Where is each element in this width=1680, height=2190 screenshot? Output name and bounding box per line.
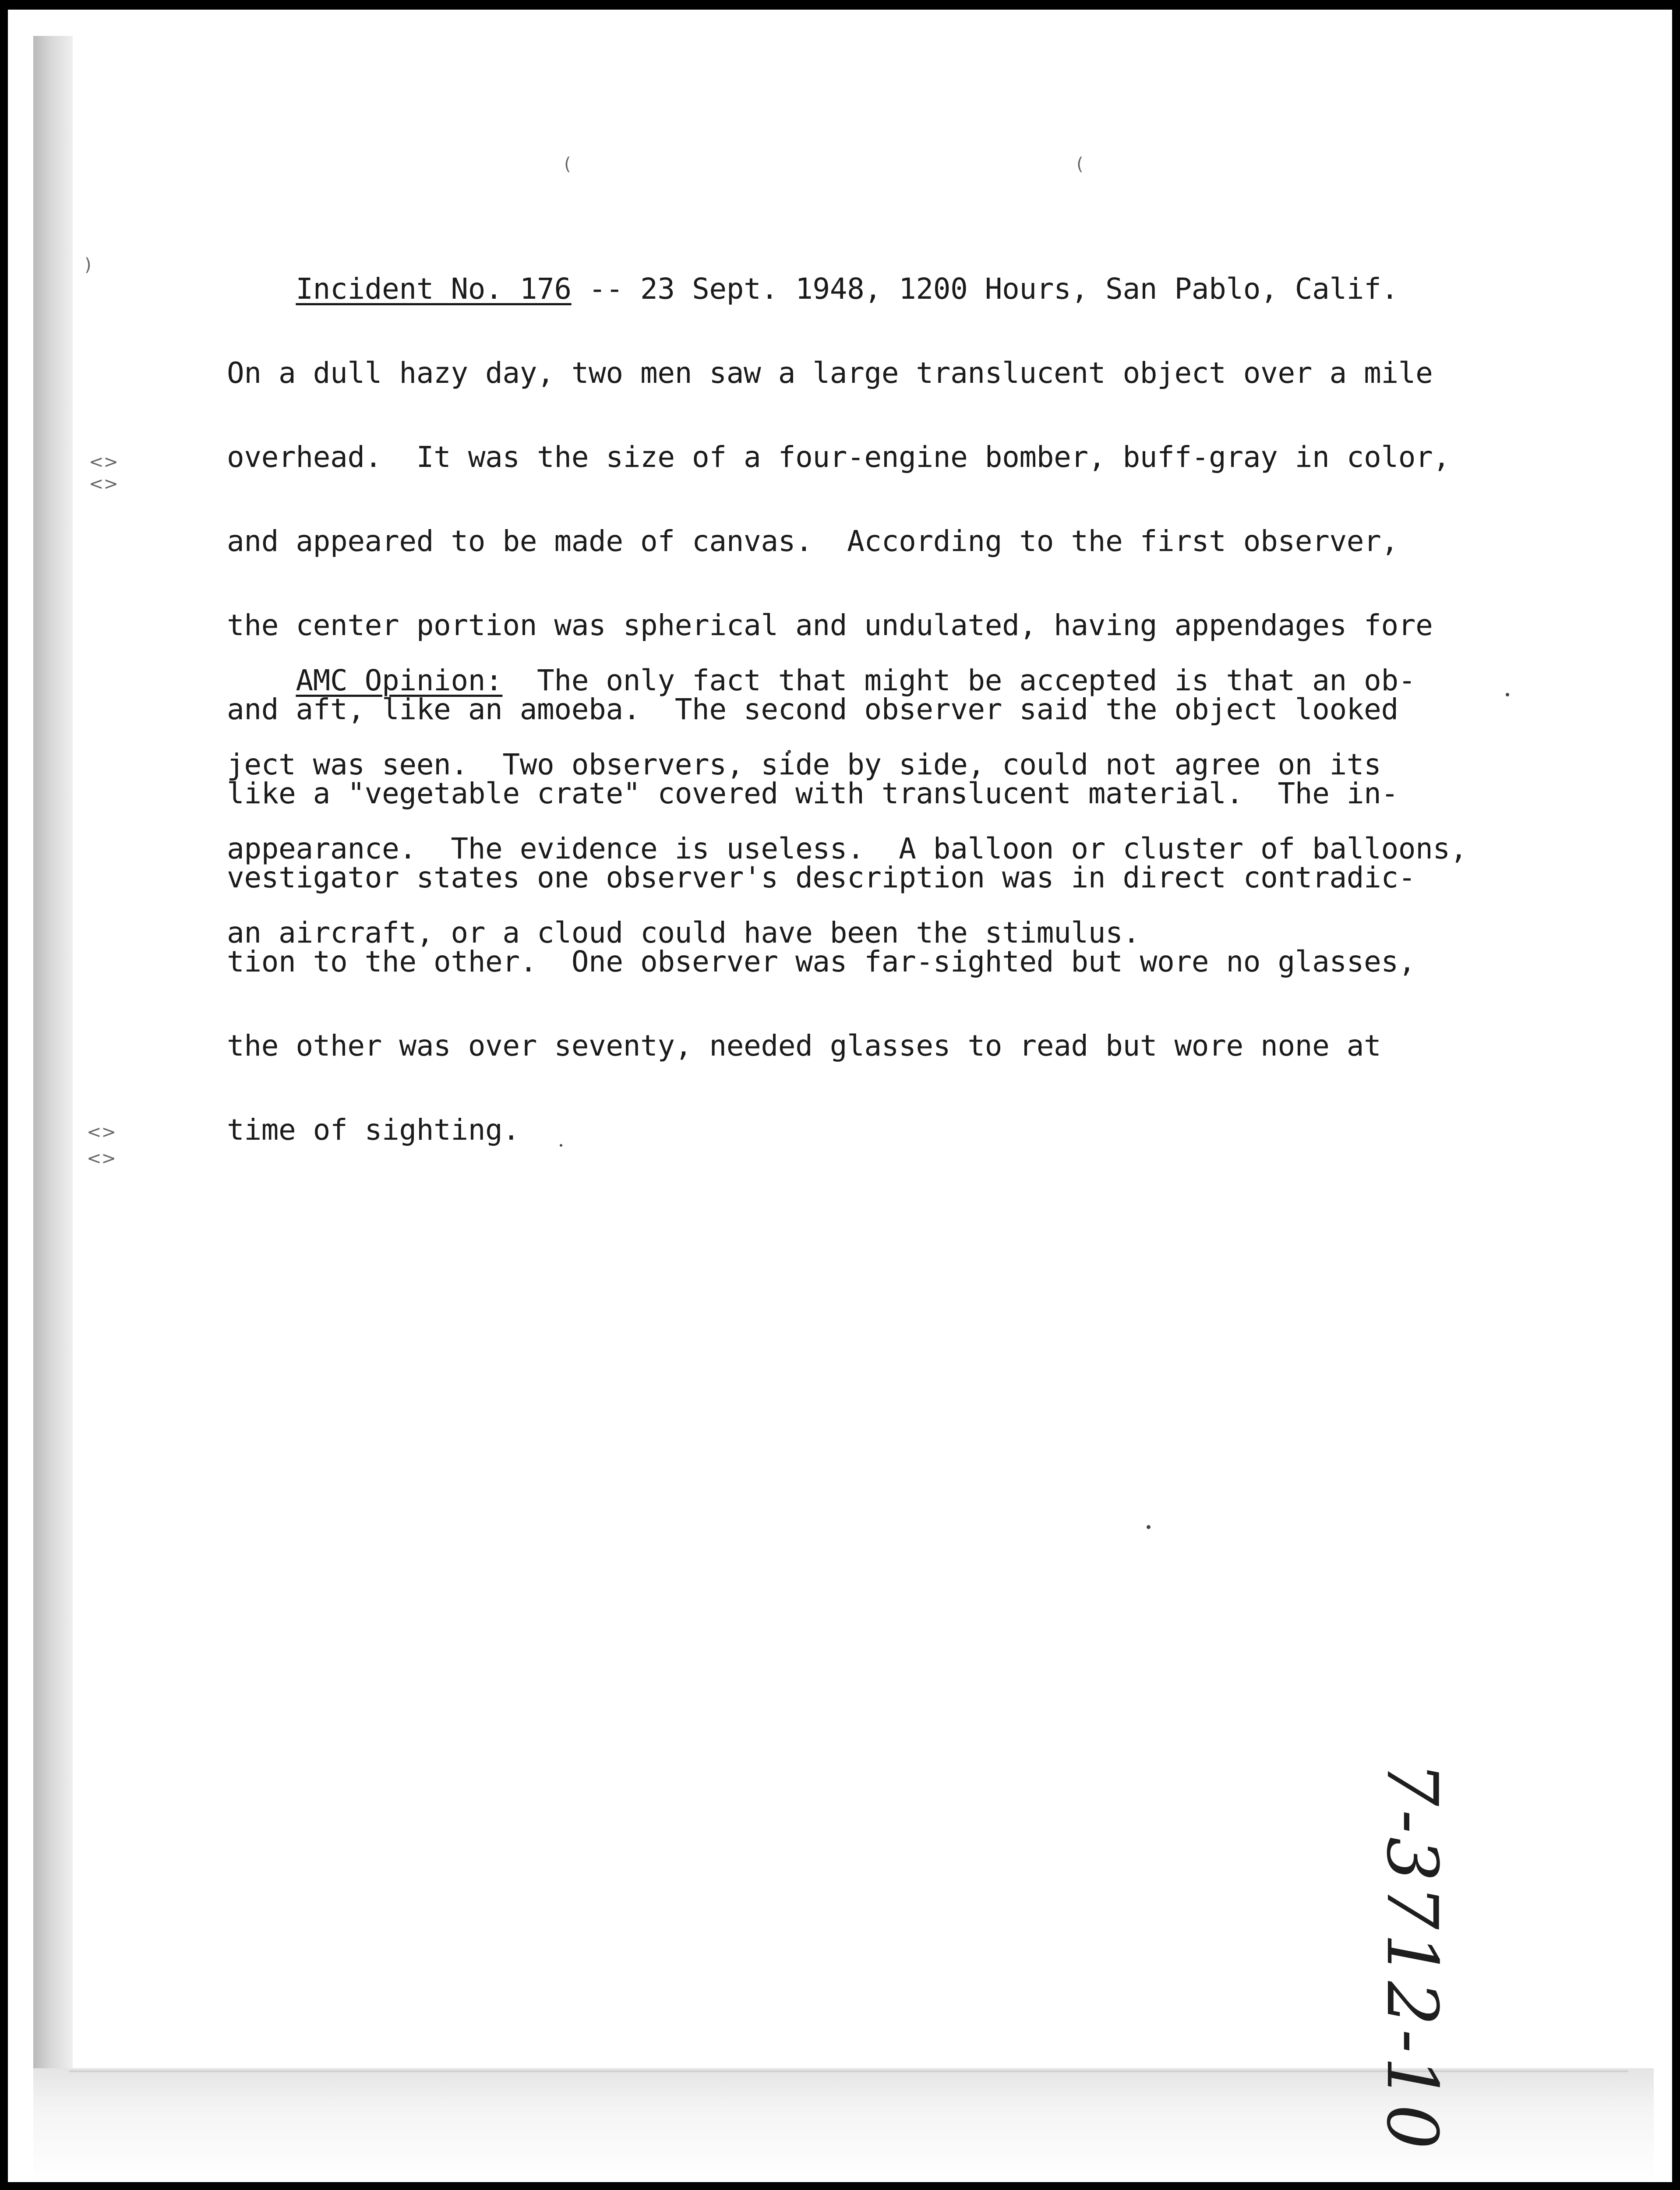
text-line: tion to the other. One observer was far-sighted but wore no glasses, [227,945,1416,978]
text-line: vestigator states one observer's description was in direct contradic- [227,861,1416,894]
text-line: On a dull hazy day, two men saw a large translucent object over a mile [227,356,1433,390]
scan-speck [1147,1525,1151,1529]
scan-artifact: ) [85,255,92,275]
incident-heading: Incident No. 176 [296,272,572,306]
text-line: time of sighting. [227,1113,520,1147]
paper-sheet [8,10,1672,2182]
handwritten-reference: 7-3712-10 [1371,1762,1453,2153]
text-line: the center portion was spherical and undulated, having appendages fore [227,608,1433,642]
text-line: an aircraft, or a cloud could have been the stimulus. [227,916,1140,950]
incident-heading-rest: -- 23 Sept. 1948, 1200 Hours, San Pablo, Calif. [571,272,1398,306]
scan-artifact: <> [87,1148,116,1169]
text-line [227,664,1416,697]
scan-artifact: <> [89,452,119,472]
opinion-paragraph [227,608,1468,1003]
text-line: and appeared to be made of canvas. According to the first observer, [227,524,1398,558]
text-line: the other was over seventy, needed glasses to read but wore none at [227,1029,1381,1063]
text-line: appearance. The evidence is useless. A balloon or cluster of balloons, [227,832,1468,865]
opinion-heading: AMC Opinion: [296,664,503,697]
opinion-heading-rest: The only fact that might be accepted is that an ob- [502,664,1416,697]
text-line: and aft, like an amoeba. The second observer said the object looked [227,692,1398,726]
scan-artifact: ( [564,154,571,174]
scan-artifact: <> [87,1122,116,1142]
scan-artifact: <> [89,474,119,494]
scan-artifact: ( [1076,154,1084,174]
text-line: ject was seen. Two observers, side by side, could not agree on its [227,748,1381,781]
sheet-left-edge [33,36,73,2068]
text-line: overhead. It was the size of a four-engine bomber, buff-gray in color, [227,440,1450,474]
text-line [227,272,1398,306]
scan-speck [1506,693,1509,696]
text-line: like a "vegetable crate" covered with translucent material. The in- [227,777,1398,810]
